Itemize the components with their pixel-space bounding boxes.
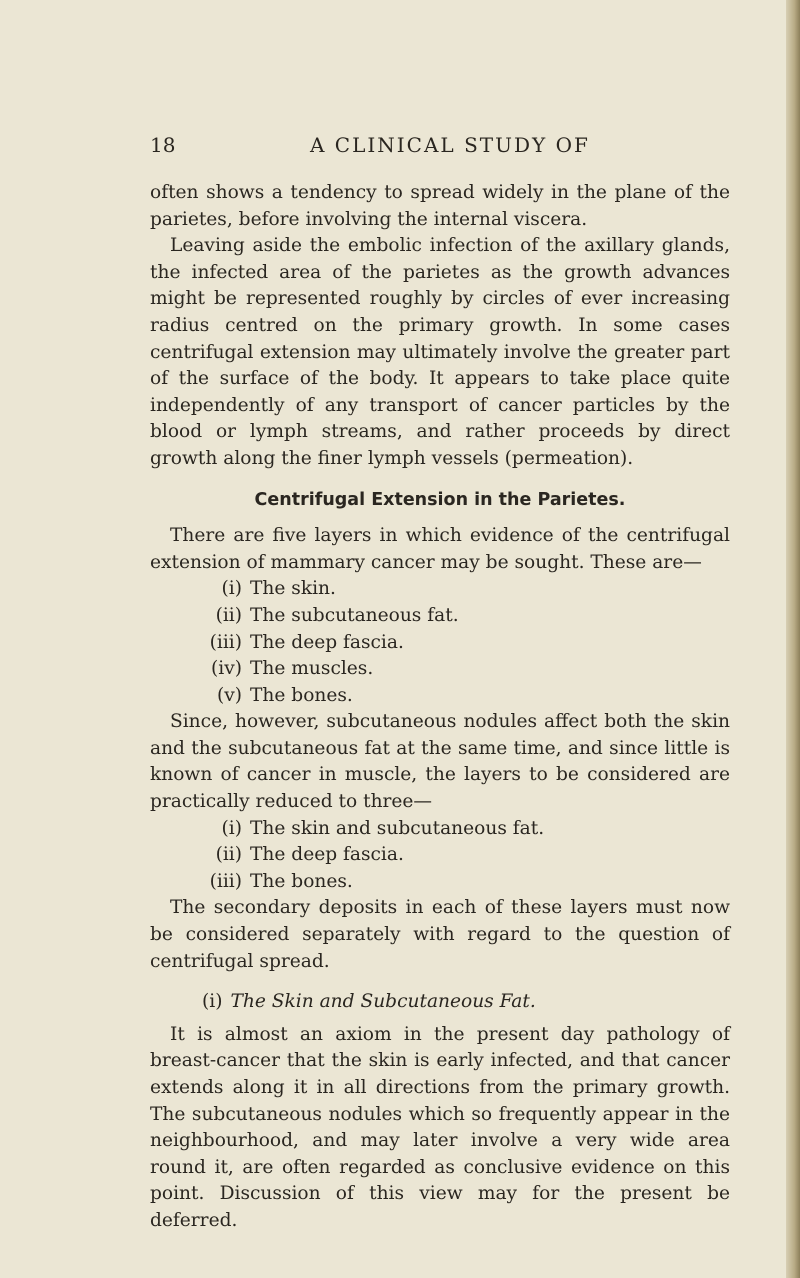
paragraph-4: Since, however, subcutaneous nodules affect both the skin and the subcutaneous fat at the same time, and since little is known of cancer in muscle, the layers to be considered are practically reduced to three— [150, 711, 730, 813]
list-item: (i) The skin. [221, 578, 336, 600]
layers-list [150, 576, 730, 709]
paragraph-1: often shows a tendency to spread widely in the plane of the parietes, before involving the internal viscera. [150, 182, 730, 230]
list-item: (iv) The muscles. [211, 658, 374, 680]
list-item: (ii) The subcutaneous fat. [215, 604, 459, 626]
running-head: A CLINICAL STUDY OF [310, 133, 590, 157]
list-item: (v) The bones. [216, 684, 353, 706]
page-number: 18 [150, 133, 176, 157]
subsection-title: The Skin and Subcutaneous Fat. [230, 991, 536, 1013]
paragraph-3: There are five layers in which evidence of the centrifugal extension of mammary cancer may be sought. These are— [150, 525, 730, 573]
subsection-heading [150, 989, 730, 1016]
list-item: (iii) The deep fascia. [209, 631, 404, 653]
list-item: (iii) The bones. [209, 870, 353, 892]
paragraph-2: Leaving aside the embolic infection of the axillary glands, the infected area of the parietes as the growth advances might be represented roughly by circles of ever increasing radius centred on the primary growth. In some cases centrifugal extension may ultimately involve the greater part of the surface of the body. It appears to take place quite independently of any transport of cancer particles by the blood or lymph streams, and rather proceeds by direct growth along the finer lymph vessels (permeation). [150, 235, 730, 469]
page-header [150, 133, 706, 163]
list-item: (i) The skin and subcutaneous fat. [221, 817, 545, 839]
body-text [150, 180, 730, 1235]
paragraph-5: The secondary deposits in each of these layers must now be considered separately with regard to the question of centrifugal spread. [150, 897, 730, 972]
section-heading: Centrifugal Extension in the Parietes. [254, 489, 626, 510]
page-edge [786, 0, 800, 1278]
reduced-layers-list [150, 816, 730, 896]
paragraph-6: It is almost an axiom in the present day pathology of breast-cancer that the skin is early infected, and that cancer extends along it in all directions from the primary growth. The subcutaneous nodules which so frequently appear in the neighbourhood, and may later involve a very wide area round it, are often regarded as conclusive evidence on this point. Discussion of this view may for the present be deferred. [150, 1023, 730, 1231]
list-item: (ii) The deep fascia. [215, 844, 404, 866]
subsection-number: (i) [202, 991, 223, 1013]
